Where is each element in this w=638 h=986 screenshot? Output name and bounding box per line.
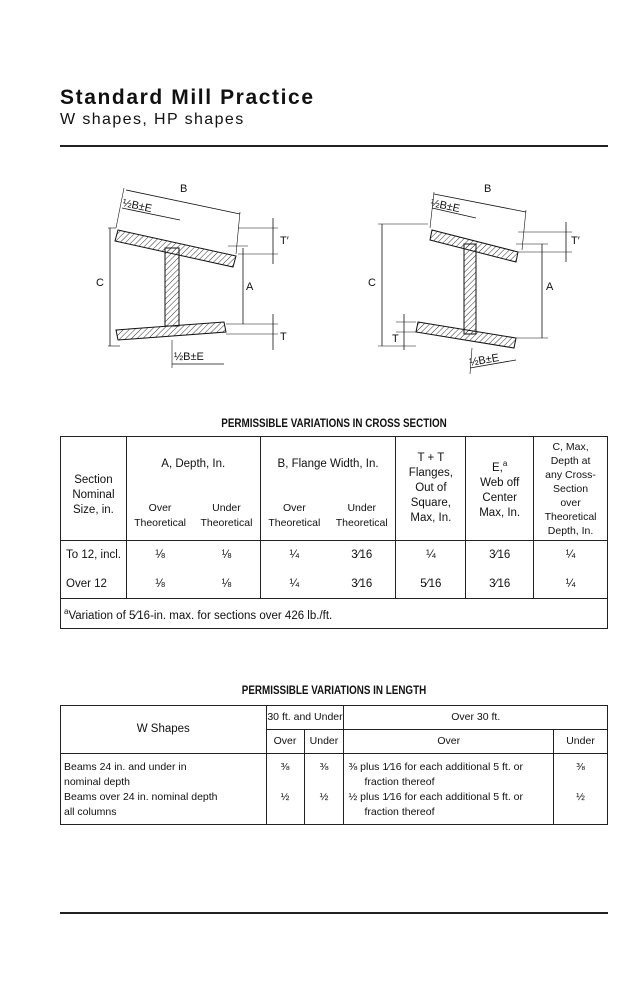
over30-over-header: Over [344,730,554,754]
length-table [60,705,608,825]
label-b: B [180,183,188,195]
a-under-header: Under Theoretical [200,502,253,530]
tt-header: T + T Flanges, Out of Square, Max, In. [396,437,466,541]
label-half-b-e-top: ½B±E [121,197,154,216]
c-header: C, Max, Depth at any Cross- Section over Theoretical Depth, In. [534,437,608,541]
page-subtitle: W shapes, HP shapes [60,111,245,128]
label-a: A [546,281,554,293]
footnote: $^a$Variation of 5⁄16-in. max. for sections over 426 lb./ft. [61,599,608,629]
thirty-under-header: 30 ft. and Under [266,706,344,730]
label-t-prime: T′ [571,235,580,247]
e-header: E,$^a$ Web off Center Max, In. [466,437,534,541]
label-t: T [392,333,399,345]
label-half-b-e-top: ½B±E [429,197,462,216]
over30-under-header: Under [554,730,608,754]
cross-section-caption: PERMISSIBLE VARIATIONS IN CROSS SECTION [221,416,447,430]
table-row: Beams over 24 in. nominal depth all columns ½ ½ ½ plus 1⁄16 for each additional 5 ft. or fraction thereof ½ [61,790,608,825]
web [464,244,476,334]
over-thirty-header: Over 30 ft. [344,706,608,730]
label-half-b-e-bottom: ½B±E [468,351,500,369]
table-row: Beams 24 in. and under in nominal depth ⅜ ⅜ ⅜ plus 1⁄16 for each additional 5 ft. or fraction thereof ⅜ [61,754,608,791]
label-a: A [246,281,254,293]
label-b: B [484,183,492,195]
label-t: T [280,331,287,343]
w-shapes-header: W Shapes [136,723,190,735]
bottom-rule [60,912,608,914]
label-c: C [96,277,104,289]
b-under-header: Under Theoretical [335,502,388,530]
over-header: Over [266,730,304,754]
table-row: To 12, incl. ⅛ ⅛ ¼ 3⁄16 ¼ 3⁄16 ¼ [61,541,608,571]
a-depth-header: A, Depth, In. [126,437,260,493]
b-flange-header: B, Flange Width, In. [260,437,396,493]
w-shape-diagram [88,178,298,378]
hp-shape-diagram [366,178,586,378]
a-over-header: Over Theoretical [126,493,193,541]
section-header: Section Nominal Size, in. [72,474,115,516]
web [165,248,179,326]
label-t-prime: T′ [280,235,289,247]
label-c: C [368,277,376,289]
page-title: Standard Mill Practice [60,86,315,109]
length-caption: PERMISSIBLE VARIATIONS IN LENGTH [241,683,427,697]
table-row: Over 12 ⅛ ⅛ ¼ 3⁄16 5⁄16 3⁄16 ¼ [61,571,608,599]
under-header: Under [304,730,344,754]
b-over-header: Over Theoretical [260,493,328,541]
label-half-b-e-bottom: ½B±E [174,351,204,363]
top-rule [60,145,608,147]
cross-section-table [60,436,608,629]
